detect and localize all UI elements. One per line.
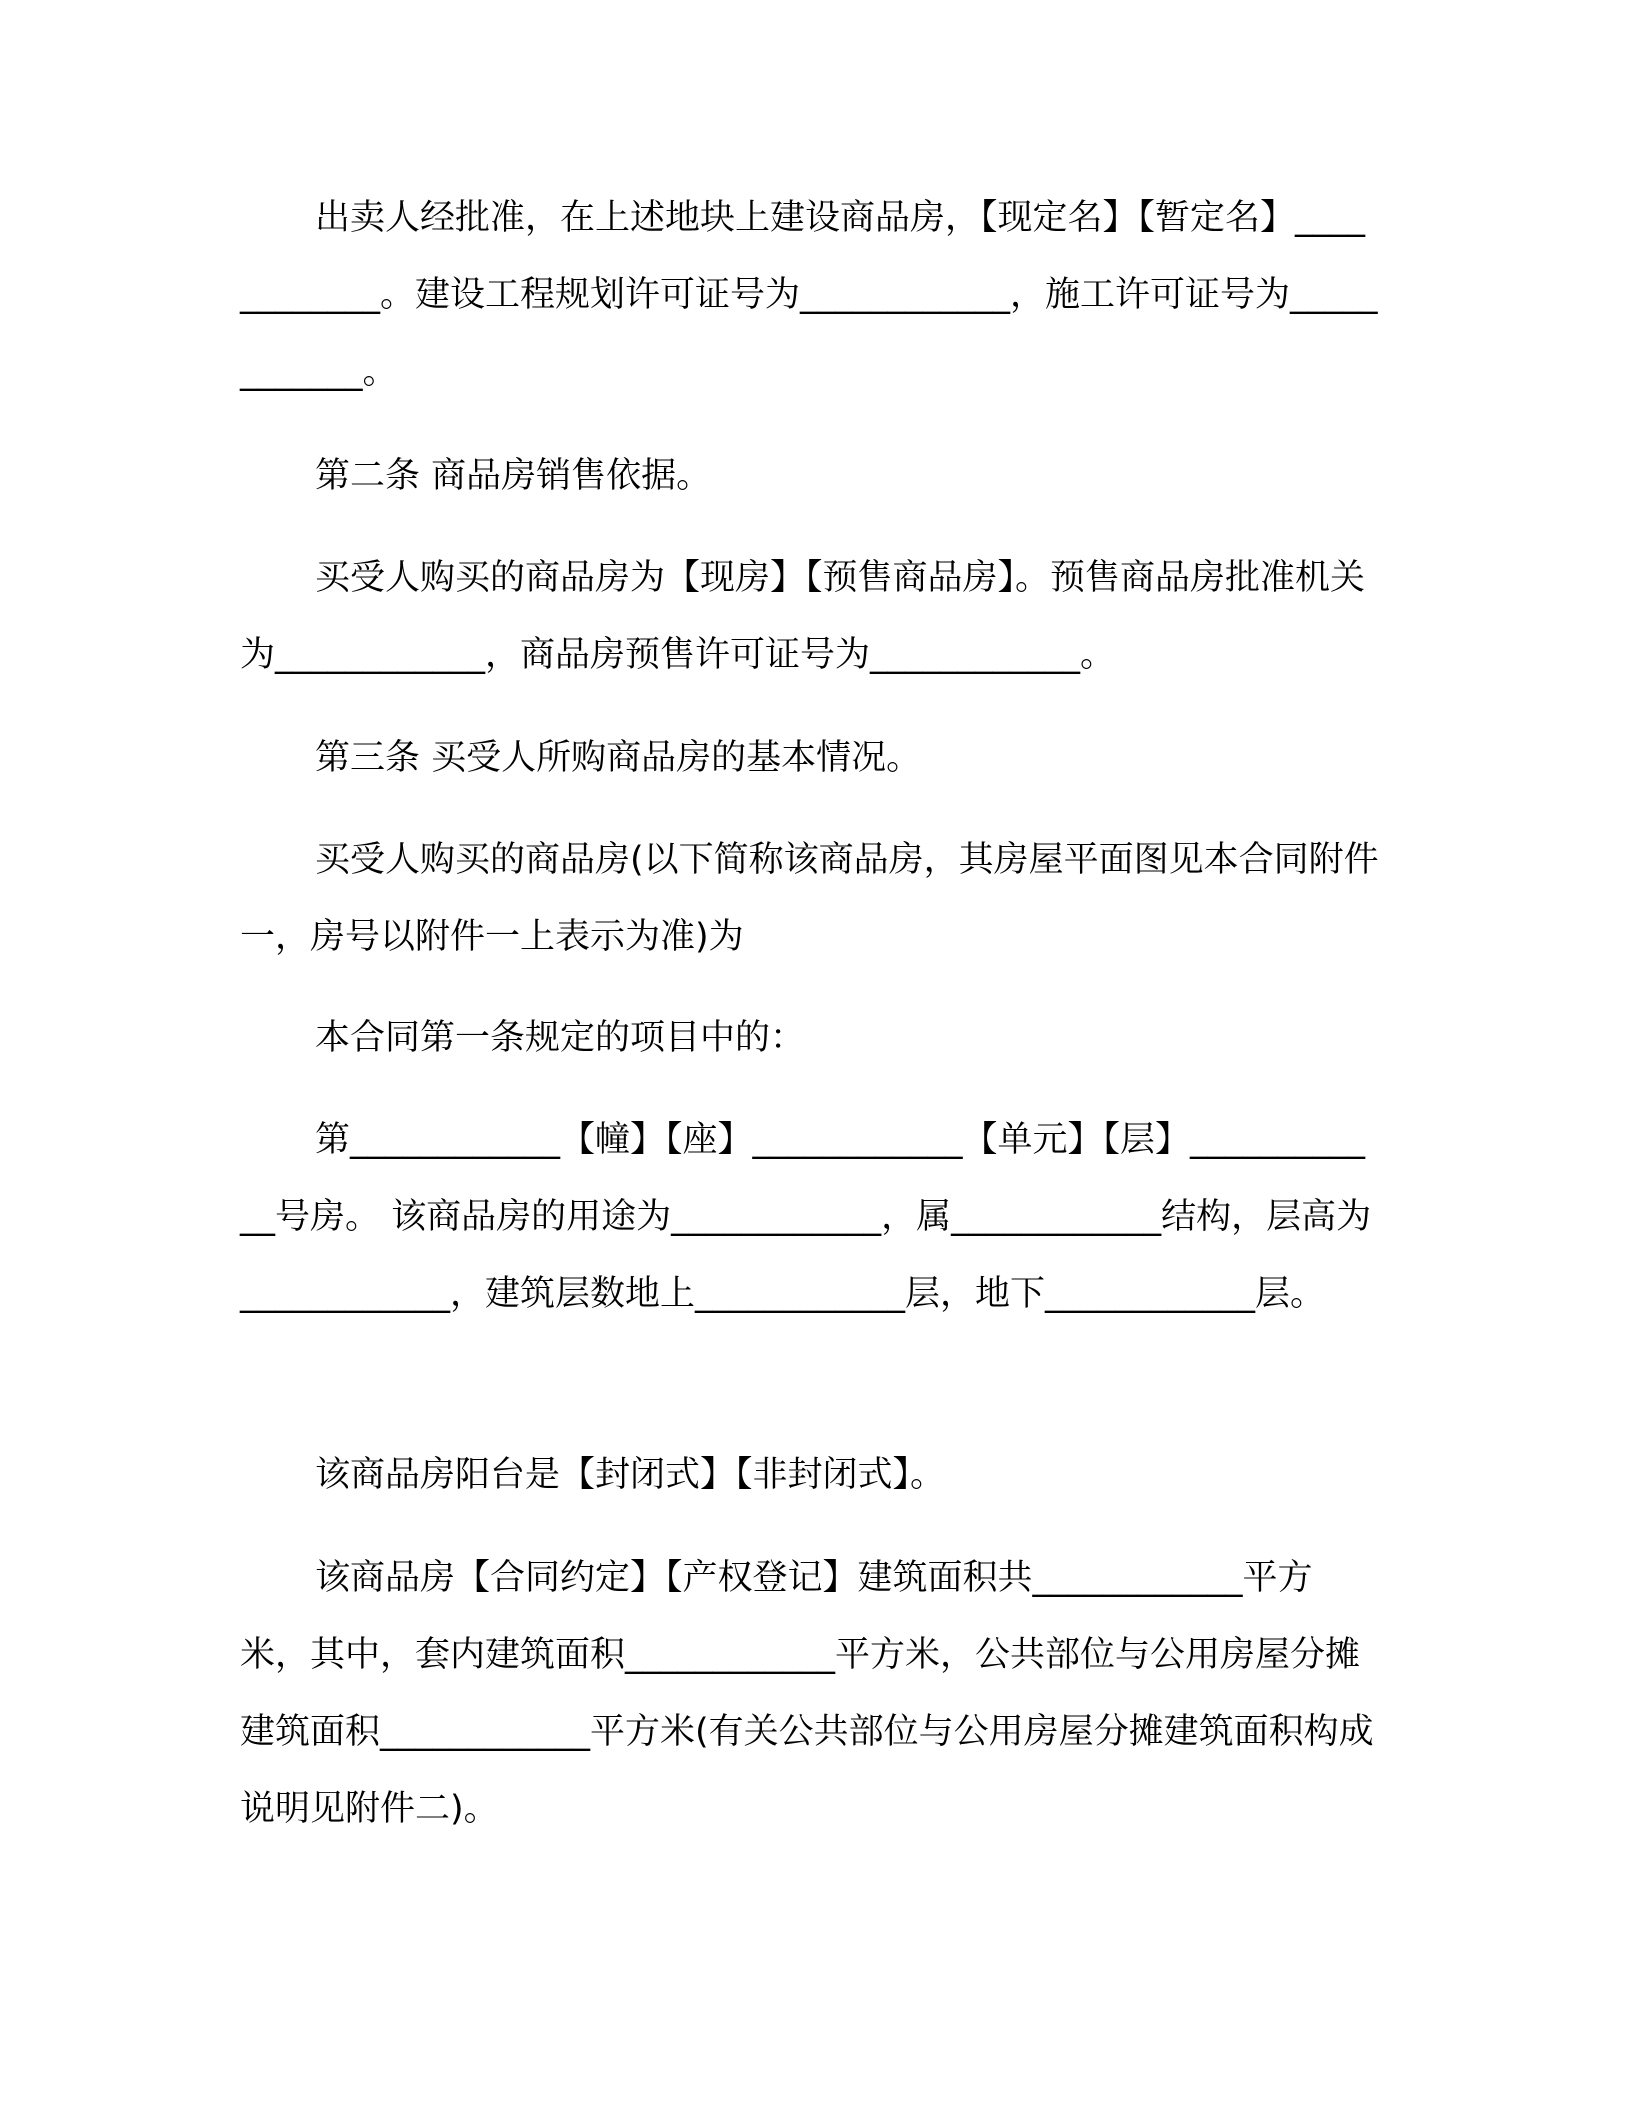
paragraph-balcony: 该商品房阳台是【封闭式】【非封闭式】。 [315,1455,946,1495]
article-2-heading: 第二条 商品房销售依据。 [315,456,712,496]
paragraph-project-approval: 出卖人经批准，在上述地块上建设商品房，【现定名】【暂定名】____________。建设工程规划许可证号为____________，施工许可证号为____________。 [240,198,1378,392]
paragraph-house-purchased: 买受人购买的商品房(以下简称该商品房，其房屋平面图见本合同附件一，房号以附件一上表示为准)为 [240,840,1379,957]
paragraph-unit-details: 第____________【幢】【座】____________【单元】【层】____________号房。 该商品房的用途为____________，属____________结构，层高为____________，建筑层数地上____________层，地下____________层。 [240,1120,1372,1314]
paragraph-floor-area: 该商品房【合同约定】【产权登记】建筑面积共____________平方米，其中，套内建筑面积____________平方米，公共部位与公用房屋分摊建筑面积____________平方米(有关公共部位与公用房屋分摊建筑面积构成说明见附件二)。 [240,1558,1374,1829]
article-3-heading: 第三条 买受人所购商品房的基本情况。 [315,738,922,778]
paragraph-project-item: 本合同第一条规定的项目中的： [315,1018,806,1058]
paragraph-sale-basis: 买受人购买的商品房为【现房】【预售商品房】。预售商品房批准机关为____________，商品房预售许可证号为____________。 [240,558,1366,675]
